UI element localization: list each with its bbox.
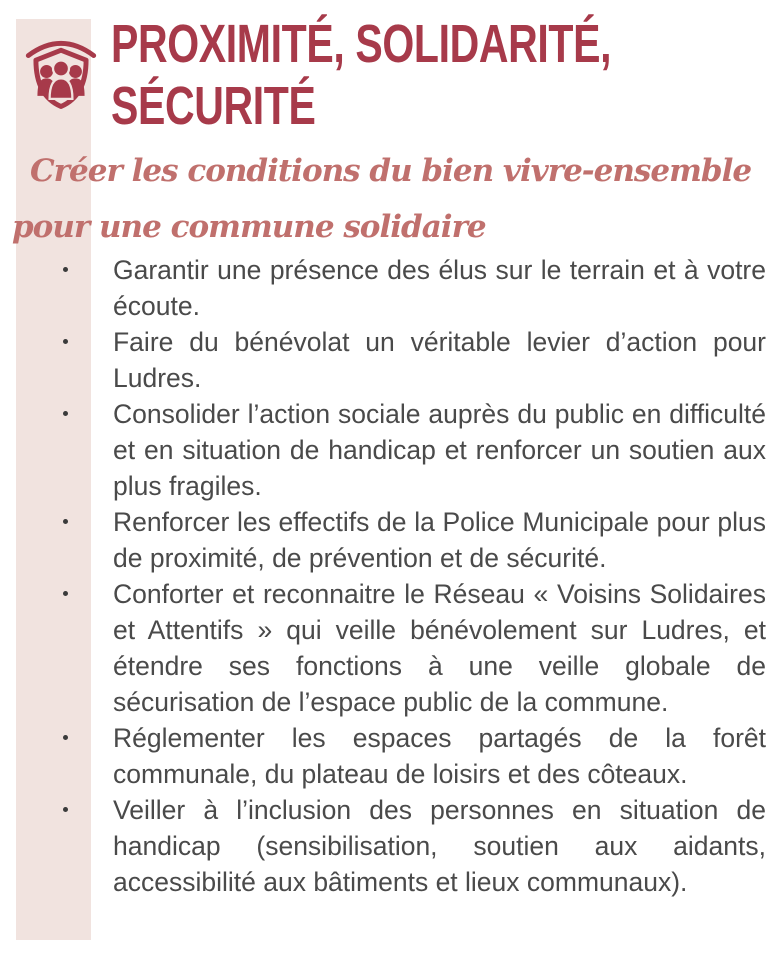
- action-list: [113, 252, 766, 900]
- people-shield-icon-svg: [23, 25, 99, 115]
- section-subtitle: [12, 143, 751, 255]
- section-subtitle-line-1: Créer les conditions du bien vivre-ensemble: [30, 153, 752, 189]
- list-item: Veiller à l’inclusion des personnes en situation de handicap (sensibilisation, soutien aux aidants, accessibilité aux bâtiments et lieux communaux).: [113, 792, 766, 900]
- list-item: Renforcer les effectifs de la Police Municipale pour plus de proximité, de prévention et de sécurité.: [113, 504, 766, 576]
- section-title: [111, 13, 611, 137]
- people-shield-icon: [23, 25, 99, 115]
- section-subtitle-line-2: pour une commune solidaire: [12, 209, 486, 245]
- section-title-line-2: SÉCURITÉ: [111, 76, 316, 136]
- list-item: Réglementer les espaces partagés de la forêt communale, du plateau de loisirs et des côteaux.: [113, 720, 766, 792]
- list-item: Garantir une présence des élus sur le terrain et à votre écoute.: [113, 252, 766, 324]
- list-item: Conforter et reconnaitre le Réseau « Voisins Solidaires et Attentifs » qui veille bénévolement sur Ludres, et étendre ses fonctions à une veille globale de sécurisation de l’espace public de la commune.: [113, 576, 766, 720]
- list-item: Consolider l’action sociale auprès du public en difficulté et en situation de handicap et renforcer un soutien aux plus fragiles.: [113, 396, 766, 504]
- list-item: Faire du bénévolat un véritable levier d’action pour Ludres.: [113, 324, 766, 396]
- section-title-line-1: PROXIMITÉ, SOLIDARITÉ,: [111, 14, 612, 74]
